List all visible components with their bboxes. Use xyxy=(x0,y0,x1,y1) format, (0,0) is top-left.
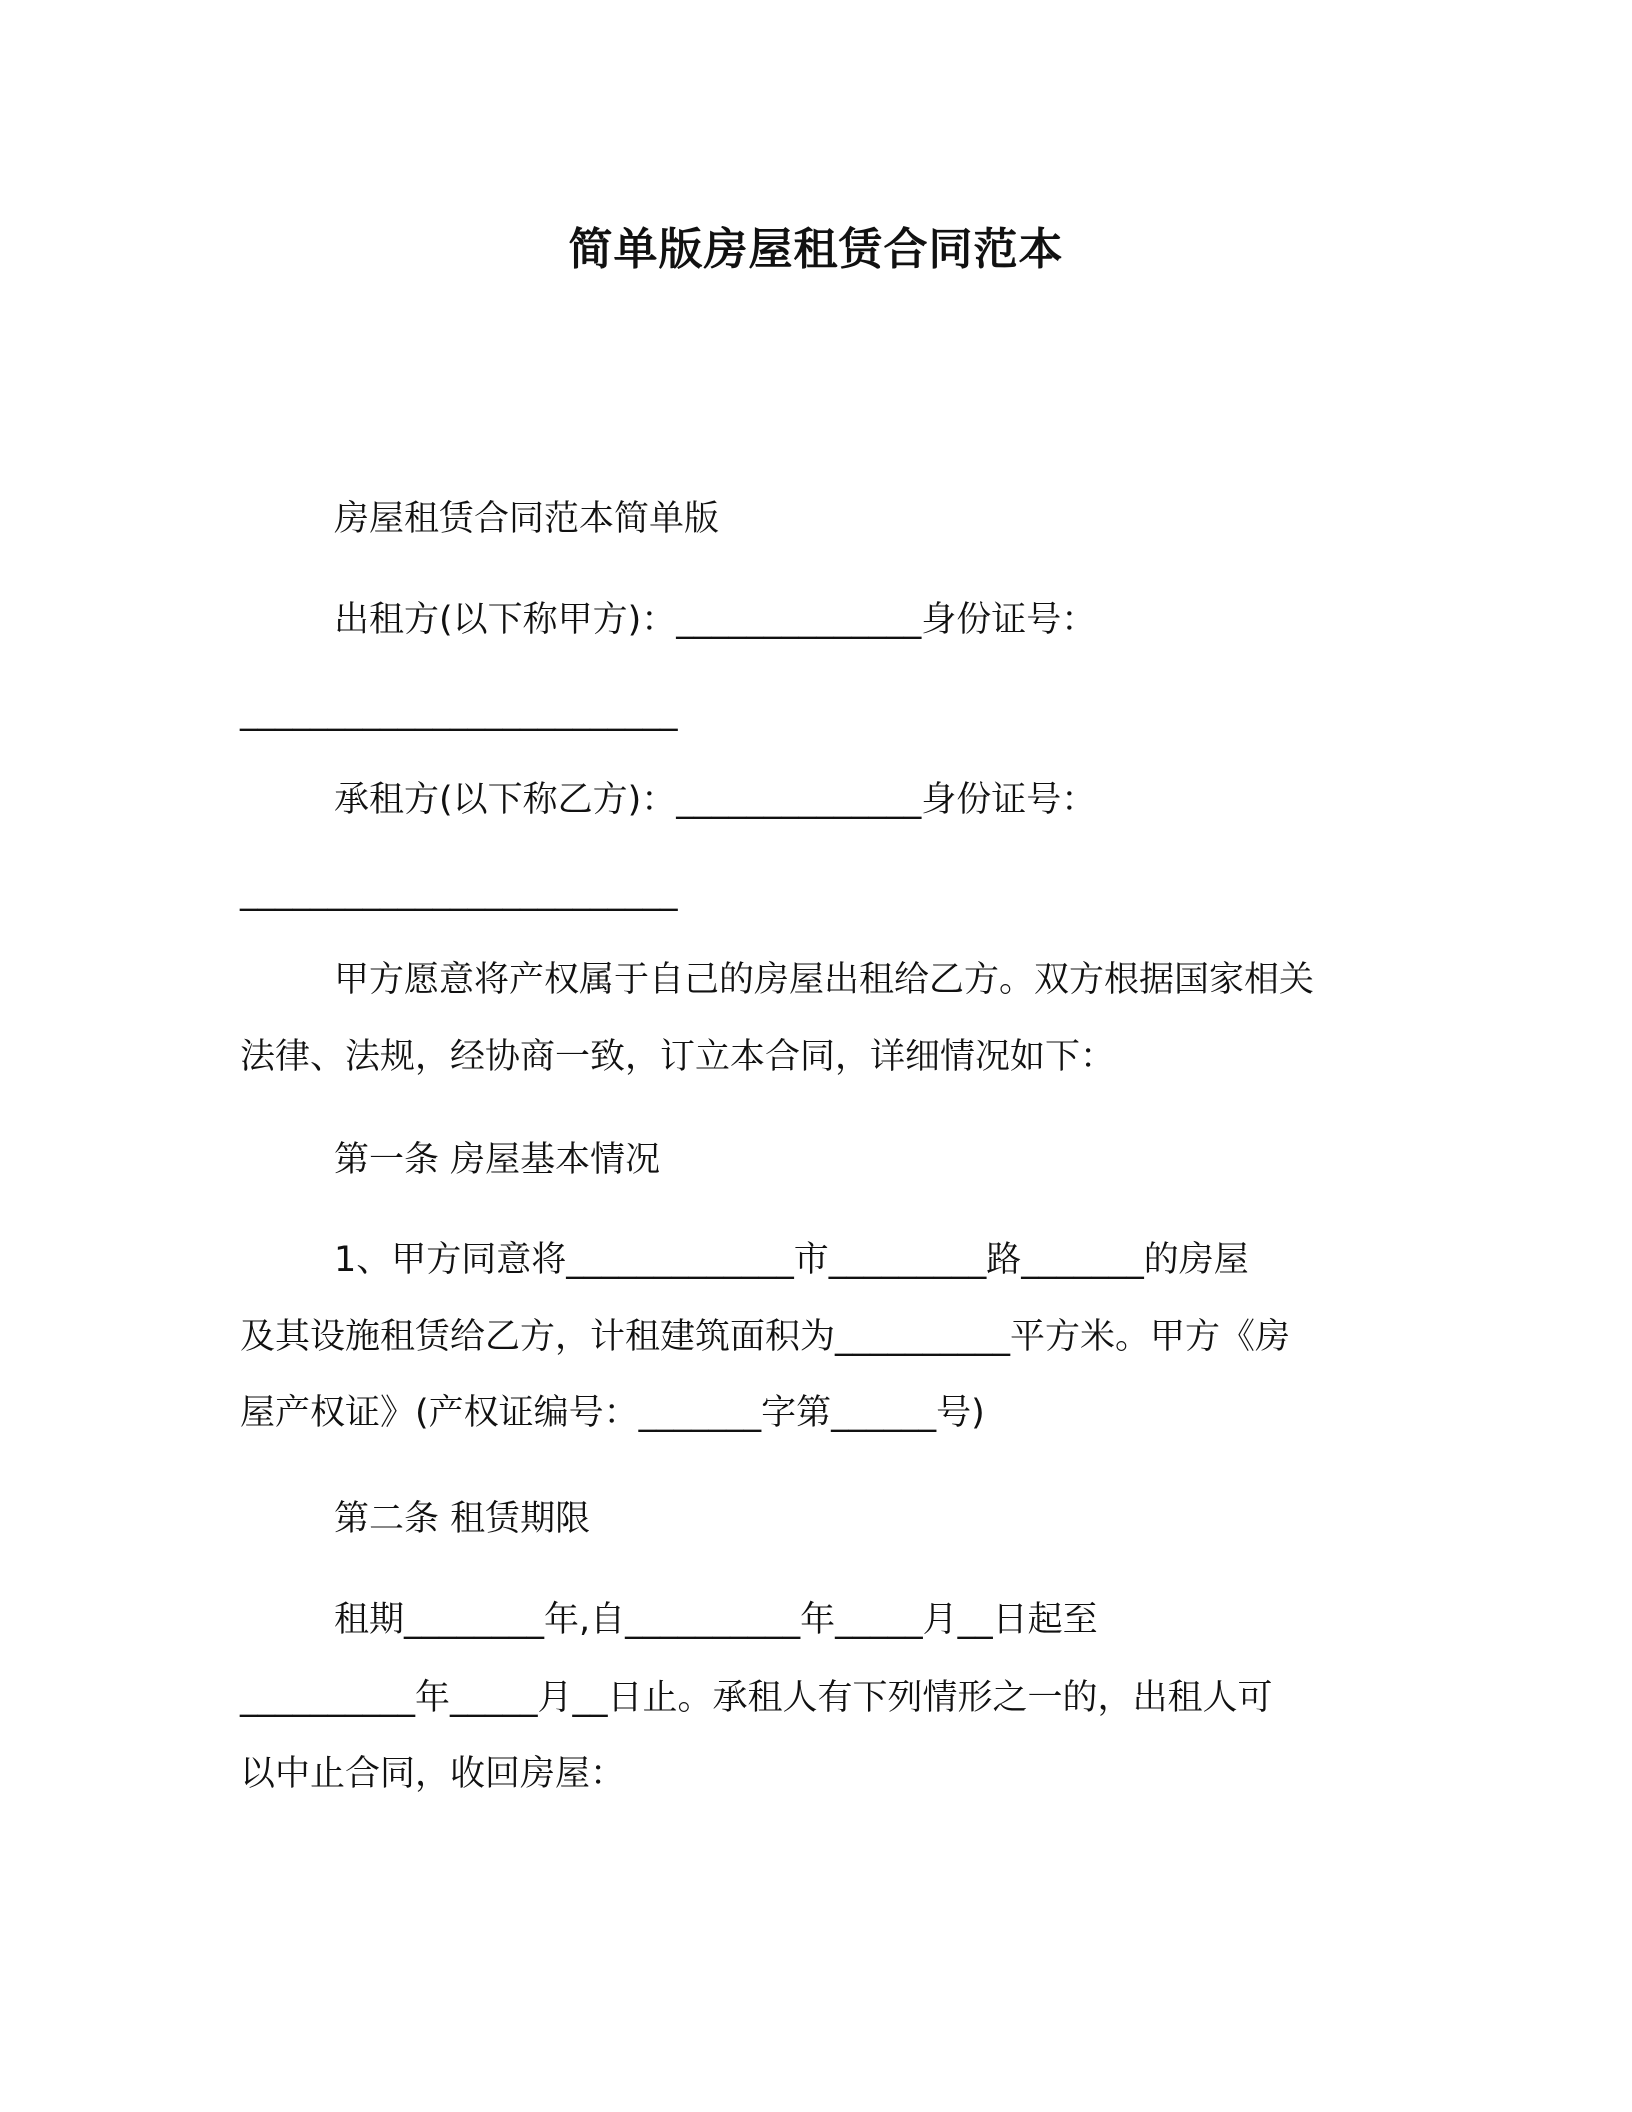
article-1-heading: 第一条 房屋基本情况 xyxy=(334,1140,661,1180)
lessor-line: 出租方(以下称甲方)：______________身份证号： xyxy=(334,600,1097,640)
intro-line-1: 甲方愿意将产权属于自己的房屋出租给乙方。双方根据国家相关 xyxy=(334,960,1315,1000)
article-1-line-3: 屋产权证》(产权证编号：_______字第______号) xyxy=(240,1393,985,1433)
document-title: 简单版房屋租赁合同范本 xyxy=(568,224,1064,275)
article-2-line-3: 以中止合同，收回房屋： xyxy=(240,1754,626,1794)
subtitle-line: 房屋租赁合同范本简单版 xyxy=(334,499,720,539)
lessee-line: 承租方(以下称乙方)：______________身份证号： xyxy=(334,780,1097,820)
article-2-line-2: __________年_____月__日止。承租人有下列情形之一的，出租人可 xyxy=(240,1678,1273,1718)
intro-line-2: 法律、法规，经协商一致，订立本合同，详细情况如下： xyxy=(240,1037,1116,1077)
article-1-line-1: 1、甲方同意将_____________市_________路_______的房屋 xyxy=(334,1240,1249,1280)
article-2-heading: 第二条 租赁期限 xyxy=(334,1499,591,1539)
article-2-line-1: 租期________年,自__________年_____月__日起至 xyxy=(334,1600,1098,1640)
article-1-line-2: 及其设施租赁给乙方，计租建筑面积为__________平方米。甲方《房 xyxy=(240,1317,1291,1357)
lessor-id-blank: _________________________ xyxy=(240,692,678,732)
lessee-id-blank: _________________________ xyxy=(240,872,678,912)
